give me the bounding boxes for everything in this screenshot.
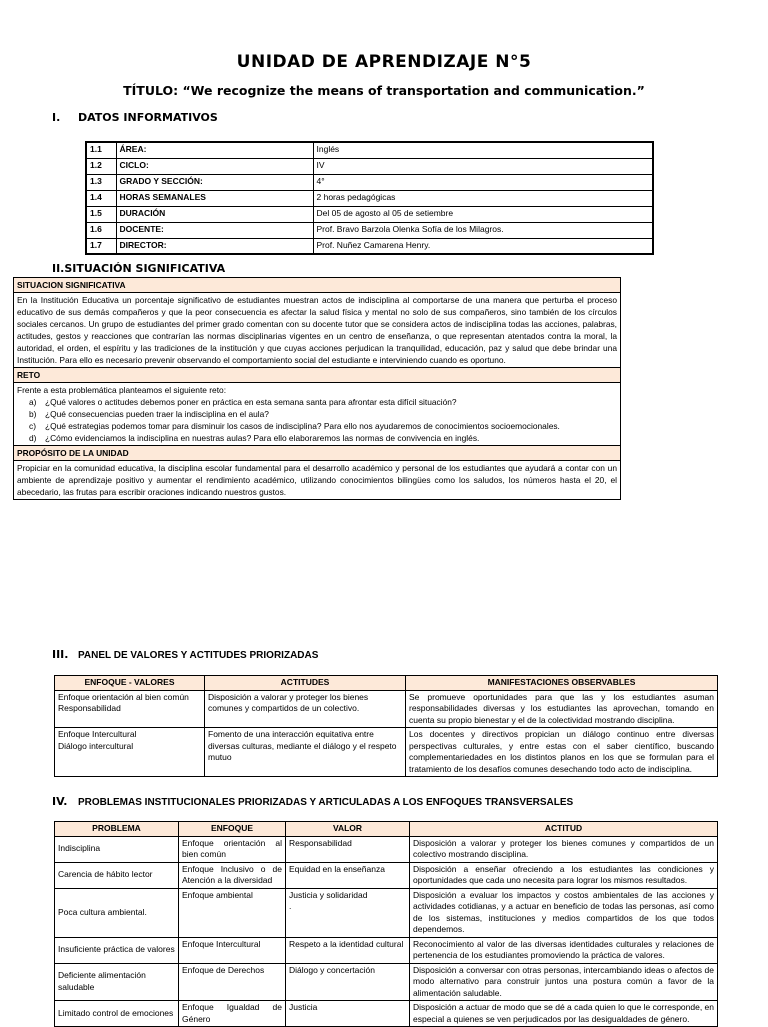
datos-value: IV xyxy=(313,158,653,174)
problemas-table xyxy=(54,821,718,1027)
reto-item xyxy=(29,420,617,432)
reto-text: ¿Qué estrategias podemos tomar para disminuir los casos de indisciplina? Para ello nos ayudaremos de conocimientos socioemocionales. xyxy=(45,421,560,431)
datos-row xyxy=(86,158,653,174)
panel-manifestaciones: Se promueve oportunidades para que las y los estudiantes asuman responsabilidades diversas y los estudiantes las aprovechan, tomando en cuenta su propio bienestar y el de la colectividad mostrando disciplina. xyxy=(406,690,718,728)
enfoque-cell: Enfoque Igualdad de Género xyxy=(179,1001,286,1027)
valor-cell: Respeto a la identidad cultural xyxy=(286,937,410,963)
datos-number: 1.2 xyxy=(86,158,116,174)
reto-list xyxy=(17,396,617,444)
problemas-header-cell: ACTITUD xyxy=(410,822,718,837)
problema-cell: Deficiente alimentación saludable xyxy=(55,963,179,1001)
datos-key: DIRECTOR: xyxy=(116,238,313,254)
datos-row xyxy=(86,142,653,158)
datos-value: Del 05 de agosto al 05 de setiembre xyxy=(313,206,653,222)
actitud-cell: Disposición a valorar y proteger los bienes comunes y compartidos de un colectivo mostrando disciplina. xyxy=(410,836,718,862)
section-heading-panel xyxy=(52,648,318,661)
actitud-cell: Reconocimiento al valor de las diversas identidades culturales y relaciones de pertenencia de los estudiantes promoviendo la práctica de valores. xyxy=(410,937,718,963)
datos-number: 1.6 xyxy=(86,222,116,238)
proposito-text: Propiciar en la comunidad educativa, la disciplina escolar fundamental para el desarrollo académico y personal de los estudiantes que ayudará a contar con un ambiente de aprendizaje positivo y aumentar el rendimiento académico, utilizando conocimientos bilingües como los saludos, los números hasta el 20, el abecedario, las frutas para escribir oraciones indicando nuestros gustos. xyxy=(14,461,621,500)
datos-value: 2 horas pedagógicas xyxy=(313,190,653,206)
situacion-significativa-table xyxy=(13,277,621,500)
reto-cell xyxy=(14,383,621,446)
datos-informativos-table xyxy=(85,141,654,255)
reto-header: RETO xyxy=(14,368,621,383)
panel-header-cell: MANIFESTACIONES OBSERVABLES xyxy=(406,676,718,691)
document-title: UNIDAD DE APRENDIZAJE N°5 xyxy=(236,52,532,72)
panel-header-cell: ACTITUDES xyxy=(205,676,406,691)
reto-letter: b) xyxy=(29,409,37,419)
section-heading-situacion: II.SITUACIÓN SIGNIFICATIVA xyxy=(52,262,226,275)
panel-enfoque: Enfoque orientación al bien común Responsabilidad xyxy=(55,690,205,728)
datos-key: ÁREA: xyxy=(116,142,313,158)
section-label: PROBLEMAS INSTITUCIONALES PRIORIZADAS Y ARTICULADAS A LOS ENFOQUES TRANSVERSALES xyxy=(78,797,574,808)
section-heading-problemas xyxy=(52,795,573,808)
problemas-row xyxy=(55,836,718,862)
valor-cell: Justicia y solidaridad . xyxy=(286,888,410,937)
actitud-cell: Disposición a evaluar los impactos y costos ambientales de las acciones y actividades cotidianas, y a actuar en beneficio de todas las personas, así como de los sistemas, instituciones y medios compartidos de los que todos dependemos. xyxy=(410,888,718,937)
valor-cell: Diálogo y concertación xyxy=(286,963,410,1001)
datos-key: HORAS SEMANALES xyxy=(116,190,313,206)
enfoque-cell: Enfoque orientación al bien común xyxy=(179,836,286,862)
section-number: I. xyxy=(52,111,61,124)
enfoque-cell: Enfoque Inclusivo o de Atención a la diversidad xyxy=(179,862,286,888)
datos-row xyxy=(86,190,653,206)
enfoque-cell: Enfoque de Derechos xyxy=(179,963,286,1001)
problemas-header-cell: PROBLEMA xyxy=(55,822,179,837)
panel-header-cell: ENFOQUE - VALORES xyxy=(55,676,205,691)
enfoque-cell: Enfoque ambiental xyxy=(179,888,286,937)
enfoque-cell: Enfoque Intercultural xyxy=(179,937,286,963)
datos-number: 1.5 xyxy=(86,206,116,222)
datos-value: Prof. Nuñez Camarena Henry. xyxy=(313,238,653,254)
datos-key: CICLO: xyxy=(116,158,313,174)
panel-manifestaciones: Los docentes y directivos propician un diálogo continuo entre diversas perspectivas culturales, y entre estas con el saber científico, buscando complementariedades en los distintos planos en los que se formulan para el tratamiento de los desafíos comunes desechando todo acto de indisciplina. xyxy=(406,728,718,777)
reto-text: ¿Cómo evidenciamos la indisciplina en nuestras aulas? Para ello elaboraremos las normas de convivencia en inglés. xyxy=(45,433,480,443)
reto-letter: a) xyxy=(29,397,37,407)
panel-actitudes: Fomento de una interacción equitativa entre diversas culturas, mediante el diálogo y el respeto mutuo xyxy=(205,728,406,777)
datos-row xyxy=(86,174,653,190)
reto-item xyxy=(29,408,617,420)
panel-row xyxy=(55,728,718,777)
actitud-cell: Disposición a conversar con otras personas, intercambiando ideas o afectos de modo alternativo para construir juntos una postura común a favor de la alimentación saludable. xyxy=(410,963,718,1001)
reto-letter: c) xyxy=(29,421,36,431)
reto-item xyxy=(29,432,617,444)
section-number: III. xyxy=(52,648,69,661)
panel-row xyxy=(55,690,718,728)
problema-cell: Insuficiente práctica de valores xyxy=(55,937,179,963)
datos-number: 1.7 xyxy=(86,238,116,254)
problemas-header-cell: ENFOQUE xyxy=(179,822,286,837)
problemas-row xyxy=(55,888,718,937)
proposito-header: PROPÓSITO DE LA UNIDAD xyxy=(14,446,621,461)
problemas-row xyxy=(55,937,718,963)
reto-text: ¿Qué consecuencias pueden traer la indisciplina en el aula? xyxy=(45,409,269,419)
datos-value: 4° xyxy=(313,174,653,190)
reto-letter: d) xyxy=(29,433,37,443)
datos-number: 1.3 xyxy=(86,174,116,190)
valor-cell: Justicia xyxy=(286,1001,410,1027)
problema-cell: Limitado control de emociones xyxy=(55,1001,179,1027)
problemas-header-cell: VALOR xyxy=(286,822,410,837)
datos-row xyxy=(86,222,653,238)
reto-text: ¿Qué valores o actitudes debemos poner en práctica en esta semana santa para afrontar esta difícil situación? xyxy=(45,397,457,407)
datos-value: Inglés xyxy=(313,142,653,158)
datos-value: Prof. Bravo Barzola Olenka Sofía de los Milagros. xyxy=(313,222,653,238)
section-number: IV. xyxy=(52,795,68,808)
datos-key: GRADO Y SECCIÓN: xyxy=(116,174,313,190)
problemas-row xyxy=(55,963,718,1001)
situacion-text: En la Institución Educativa un porcentaje significativo de estudiantes muestran actos de indisciplina al comportarse de una manera que perturba el proceso educativo de sus demás compañeros y que la peor consecuencia es afectar la salud física y mental no solo de sus compañeros, sino también de los círculos sociales cercanos. Un grupo de estudiantes del primer grado comentan con su docente tutor que se considera actos de indisciplina todas las acciones, palabras, actitudes, gestos y reacciones que contrarían las normas disciplinarias vigentes en un centro de enseñanza, o que representan atentados contra la moral, la autoridad, el orden, el espíritu y las tradiciones de la institución y que cuyas acciones perjudican la tranquilidad, educación, paz y salud que debe brindar una Institución. Para ello es necesario prevenir observando el comportamiento social del estudiante e interviniendo cuando es oportuno. xyxy=(14,293,621,368)
reto-item xyxy=(29,396,617,408)
valor-cell: Responsabilidad xyxy=(286,836,410,862)
situacion-header: SITUACION SIGNIFICATIVA xyxy=(14,278,621,293)
section-label: DATOS INFORMATIVOS xyxy=(78,111,218,124)
document-subtitle: TÍTULO: “We recognize the means of transportation and communication.” xyxy=(123,83,645,98)
panel-actitudes: Disposición a valorar y proteger los bienes comunes y compartidos de un colectivo. xyxy=(205,690,406,728)
datos-number: 1.4 xyxy=(86,190,116,206)
actitud-cell: Disposición a actuar de modo que se dé a cada quien lo que le corresponde, en especial a quienes se ven perjudicados por las desigualdades de género. xyxy=(410,1001,718,1027)
problemas-row xyxy=(55,862,718,888)
panel-valores-table xyxy=(54,675,718,777)
panel-enfoque: Enfoque Intercultural Diálogo intercultural xyxy=(55,728,205,777)
reto-intro: Frente a esta problemática planteamos el siguiente reto: xyxy=(17,385,227,395)
datos-key: DOCENTE: xyxy=(116,222,313,238)
datos-row xyxy=(86,206,653,222)
problema-cell: Poca cultura ambiental. xyxy=(55,888,179,937)
valor-cell: Equidad en la enseñanza xyxy=(286,862,410,888)
section-heading-datos xyxy=(52,111,218,124)
datos-row xyxy=(86,238,653,254)
problema-cell: Carencia de hábito lector xyxy=(55,862,179,888)
section-label: PANEL DE VALORES Y ACTITUDES PRIORIZADAS xyxy=(78,650,319,661)
problema-cell: Indisciplina xyxy=(55,836,179,862)
problemas-row xyxy=(55,1001,718,1027)
datos-number: 1.1 xyxy=(86,142,116,158)
datos-key: DURACIÓN xyxy=(116,206,313,222)
actitud-cell: Disposición a enseñar ofreciendo a los estudiantes las condiciones y oportunidades que cada uno necesita para lograr los mismos resultados. xyxy=(410,862,718,888)
